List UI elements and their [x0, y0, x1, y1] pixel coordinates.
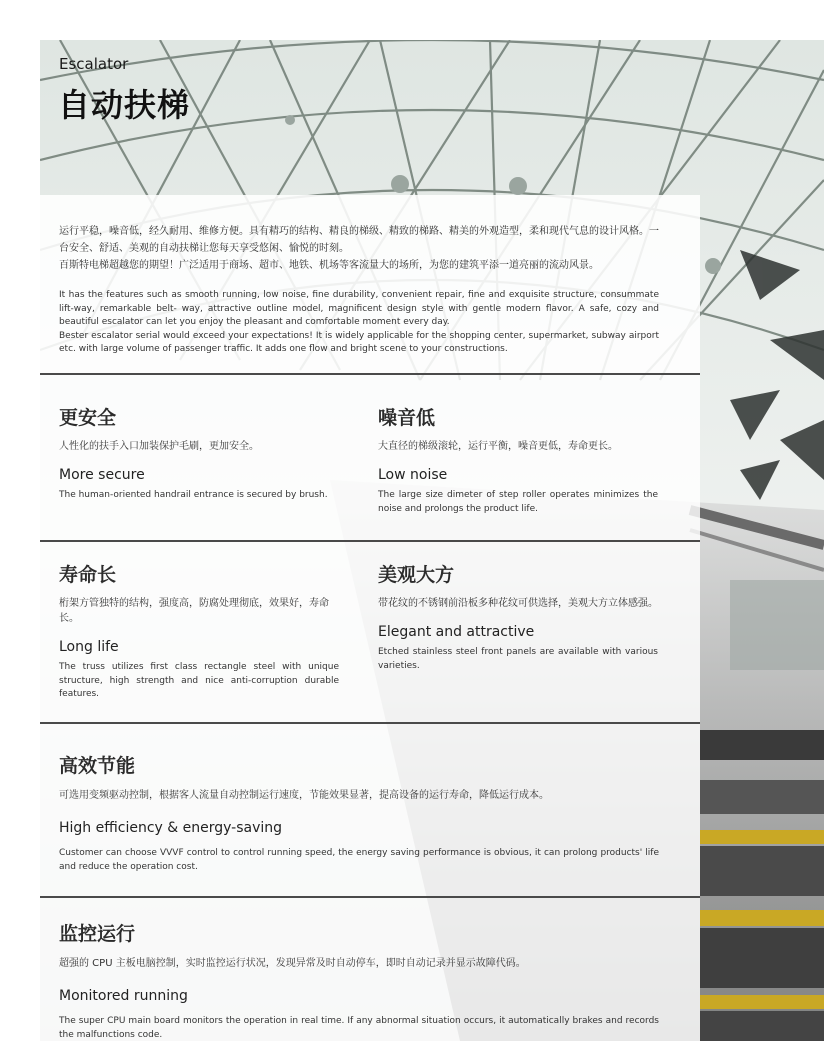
- feature-desc-en: The super CPU main board monitors the operation in real time. If any abnormal situation occurs, it automatically brakes and records the malfunctions code.: [59, 1016, 659, 1040]
- feature-elegant: [378, 563, 658, 673]
- feature-desc-en: The large size dimeter of step roller operates minimizes the noise and prolongs the product life.: [378, 490, 658, 514]
- intro-paragraph: 百斯特电梯超越您的期望！广泛适用于商场、超市、地铁、机场等客流量大的场所，为您的建筑平添一道亮丽的流动风景。: [59, 260, 599, 271]
- section-divider: [40, 540, 700, 542]
- intro-paragraph: 运行平稳，噪音低，经久耐用、维修方便。具有精巧的结构、精良的梯级、精致的梯路、精美的外观造型，柔和现代气息的设计风格。一台安全、舒适、美观的自动扶梯让您每天享受悠闲、愉悦的时刻。: [59, 226, 659, 254]
- feature-desc-zh: 人性化的扶手入口加装保护毛刷，更加安全。: [59, 441, 259, 452]
- category-label: Escalator: [59, 55, 129, 73]
- feature-desc-zh: 超强的 CPU 主板电脑控制，实时监控运行状况，发现异常及时自动停车，即时自动记录并显示故障代码。: [59, 958, 526, 969]
- intro-paragraph: Bester escalator serial would exceed your expectations! It is widely applicable for the shopping center, supermarket, subway airport etc. with large volume of passenger traffic. It adds one flow and bright scene to your constructions.: [59, 330, 659, 354]
- feature-life: [59, 563, 339, 702]
- intro-chinese: [59, 223, 659, 274]
- feature-title-zh: 高效节能: [59, 755, 136, 777]
- intro-english: [59, 289, 659, 357]
- feature-title-zh: 寿命长: [59, 564, 117, 586]
- feature-title-zh: 美观大方: [378, 564, 455, 586]
- feature-title-zh: 监控运行: [59, 923, 136, 945]
- feature-title-zh: 更安全: [59, 407, 117, 429]
- feature-noise: [378, 406, 658, 516]
- feature-title-en: Long life: [59, 639, 119, 655]
- intro-paragraph: It has the features such as smooth running, low noise, fine durability, convenient repair, fine and exquisite structure, consummate lift-way, remarkable belt- way, attractive outline model, magnificent design style with gentle modern flavor. A safe, cozy and beautiful escalator can let you enjoy the pleasant and comfortable moment every day.: [59, 290, 659, 327]
- feature-title-zh: 噪音低: [378, 407, 436, 429]
- feature-title-en: Low noise: [378, 467, 448, 483]
- feature-title-en: High efficiency & energy-saving: [59, 820, 283, 836]
- feature-monitor: [59, 922, 659, 1042]
- feature-desc-en: The human-oriented handrail entrance is secured by brush.: [59, 490, 328, 500]
- feature-desc-en: Customer can choose VVVF control to control running speed, the energy saving performance is obvious, it can prolong products' life and reduce the operation cost.: [59, 848, 659, 872]
- feature-title-en: More secure: [59, 467, 145, 483]
- feature-desc-zh: 大直径的梯级滚轮，运行平衡，噪音更低，寿命更长。: [378, 441, 618, 452]
- feature-title-en: Elegant and attractive: [378, 624, 535, 640]
- section-divider: [40, 896, 700, 898]
- page-title: 自动扶梯: [58, 86, 191, 124]
- feature-safety: [59, 406, 339, 503]
- feature-desc-en: Etched stainless steel front panels are available with various varieties.: [378, 647, 658, 671]
- feature-title-en: Monitored running: [59, 988, 188, 1004]
- section-divider: [40, 722, 700, 724]
- section-divider: [40, 373, 700, 375]
- feature-desc-zh: 带花纹的不锈钢前沿板多种花纹可供选择，美观大方立体感强。: [378, 598, 658, 609]
- feature-efficiency: [59, 754, 659, 874]
- feature-desc-zh: 可选用变频驱动控制，根据客人流量自动控制运行速度，节能效果显著，提高设备的运行寿命，降低运行成本。: [59, 790, 549, 801]
- feature-desc-zh: 桁架方管独特的结构，强度高，防腐处理彻底，效果好，寿命长。: [59, 598, 329, 624]
- feature-desc-en: The truss utilizes first class rectangle steel with unique structure, high strength and nice anti-corruption durable features.: [59, 662, 339, 699]
